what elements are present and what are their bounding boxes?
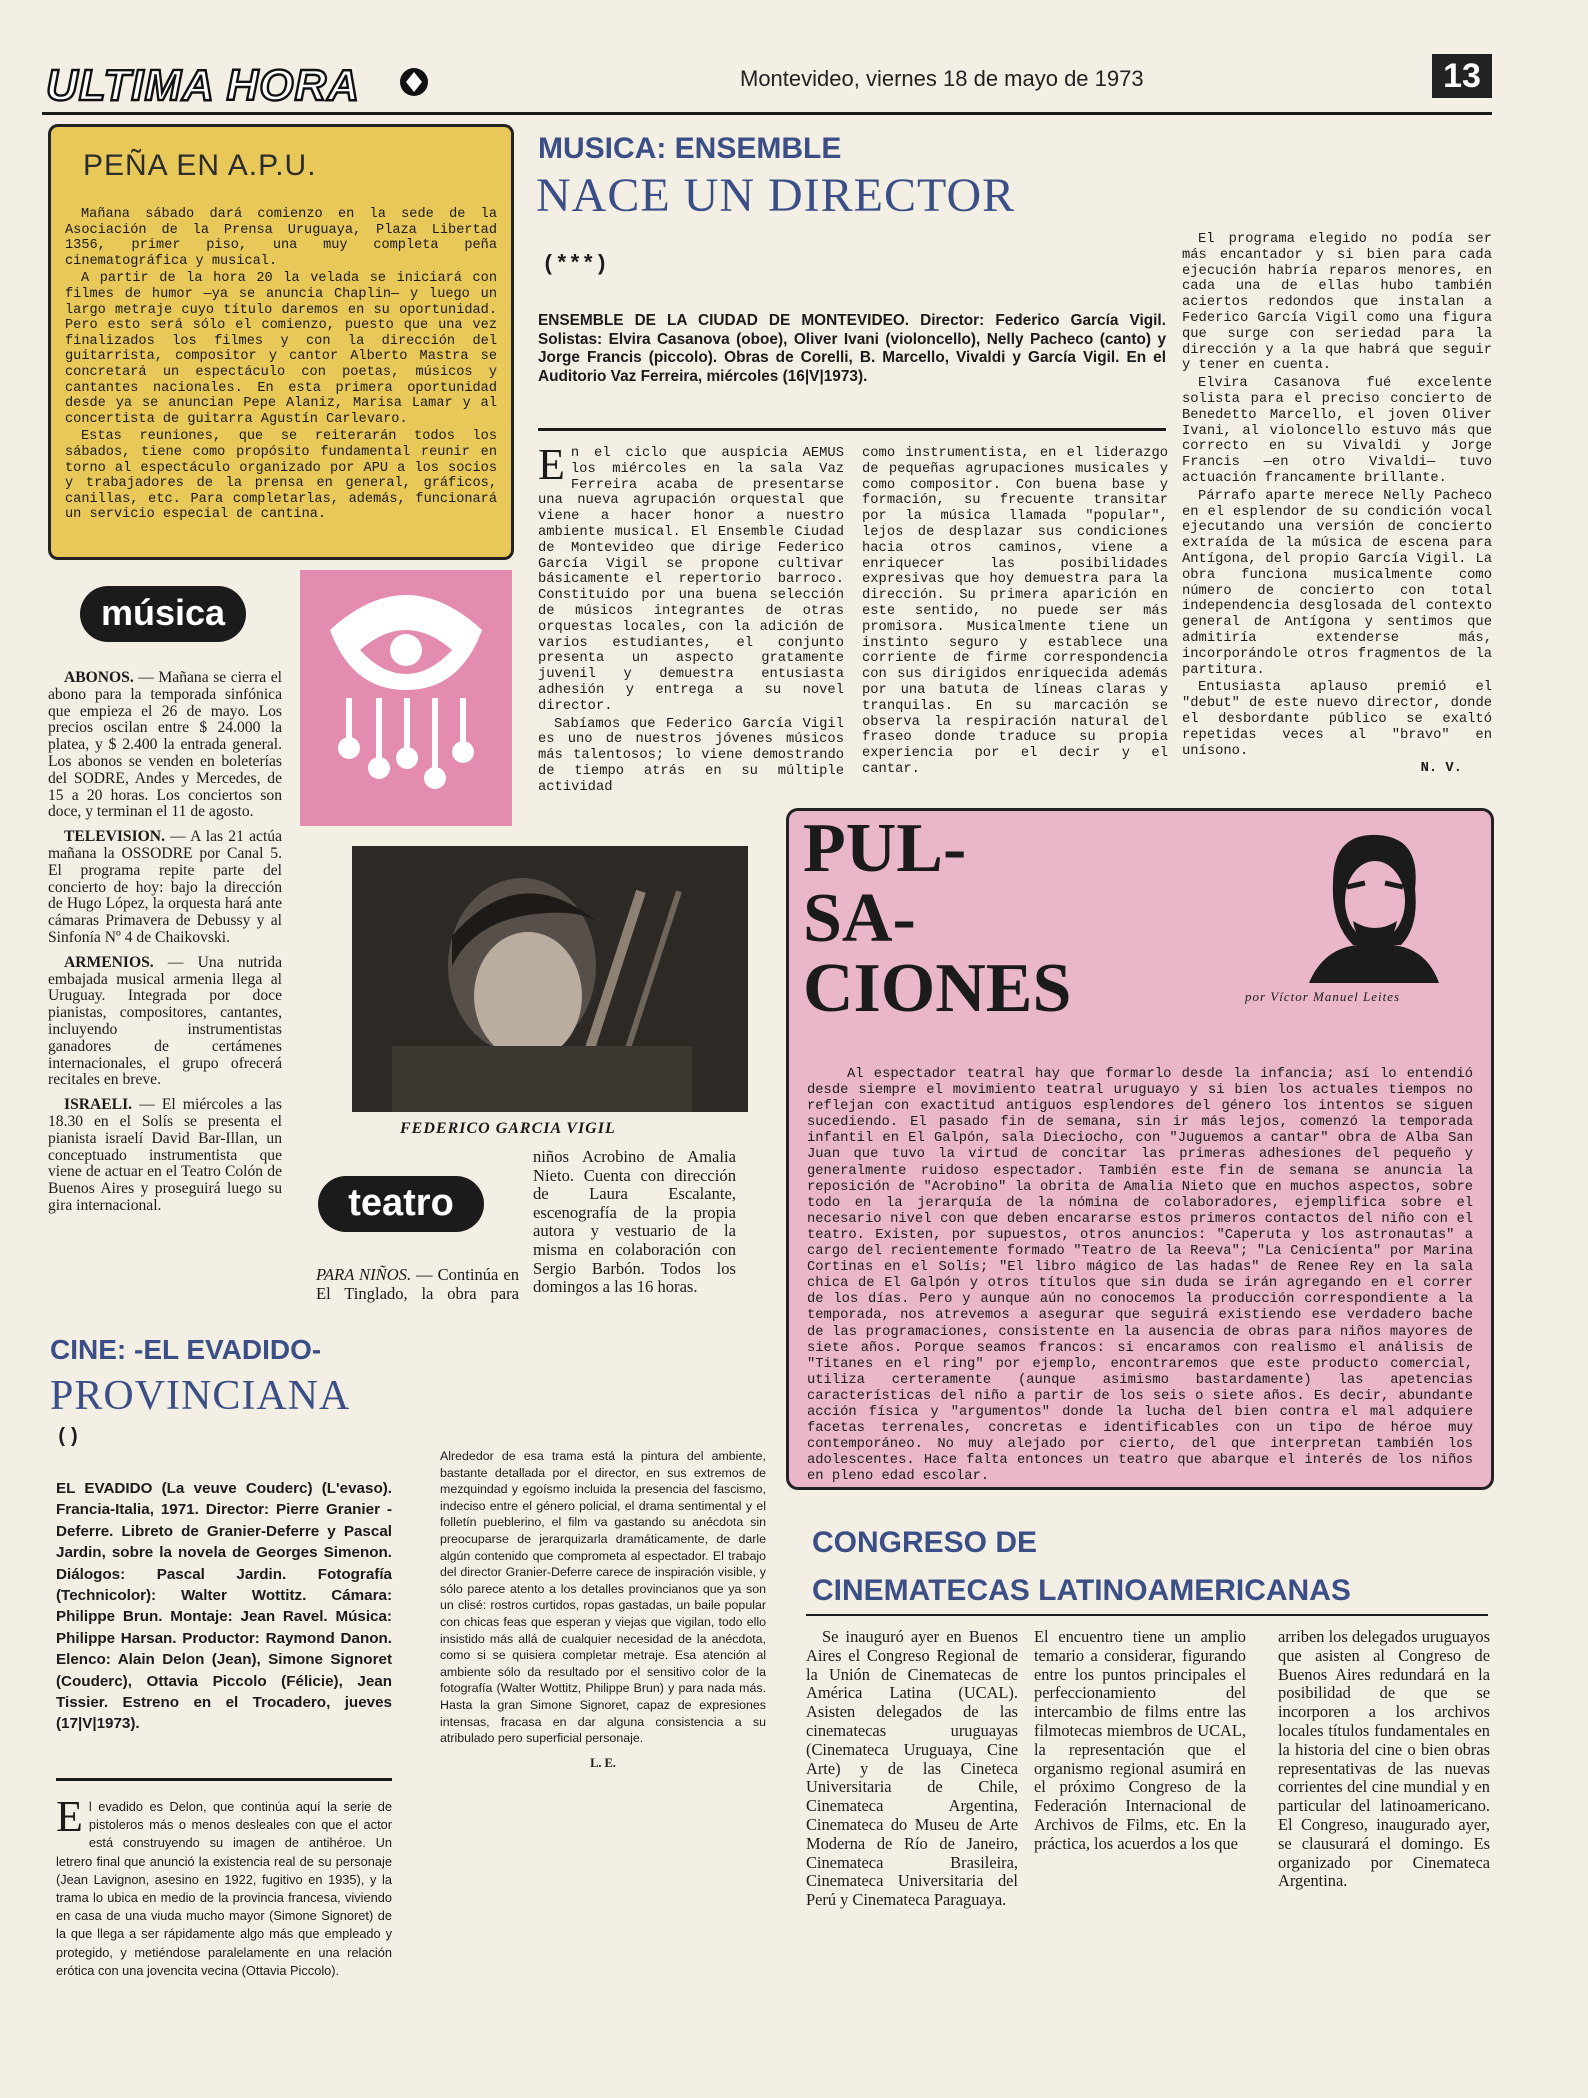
ensemble-rating: (***) [542, 252, 609, 277]
cine-rating: () [56, 1426, 81, 1449]
dateline: Montevideo, viernes 18 de mayo de 1973 [740, 66, 1144, 91]
note-television: TELEVISION. — A las 21 actúa mañana la OSSODRE por Canal 5. El programa repite parte del concierto de hoy: bajo la dirección de Hugo López, la orquesta hará ante cámaras Primavera de Debussy y al Sinfonía Nº 4 de Chaikovski. [48, 828, 282, 946]
teatro-badge: teatro [318, 1176, 484, 1232]
congreso-headline-2: CINEMATECAS LATINOAMERICANAS [812, 1574, 1351, 1607]
ensemble-headline: NACE UN DIRECTOR [536, 169, 1016, 222]
ensemble-column-1: En el ciclo que auspicia AEMUS los miércoles en la sala Vaz Ferreira acaba de presentarse una nueva agrupación orquestal que viene a hacer honor a nuestro ambiente musical. El Ensemble Ciudad de Montevideo que dirige Federico García Vigil se propone cultivar básicamente el repertorio barroco. Constituido por una buena selección de músicos integrantes de otras orquestas locales, con la adición de varios estudiantes, el conjunto presenta un aspecto gratamente juvenil y demuestra entusiasta adhesión y entrega a su novel director. Sabíamos que Federico García Vigil es uno de nuestros jóvenes músicos más talentosos; lo viene demostrando de tiempo atrás en su múltiple actividad [538, 440, 844, 795]
ensemble-column-2: como instrumentista, en el liderazgo de pequeñas agrupaciones musicales y como compositor. Con buena base y formación, su frecuente transitar por la música llamada "popular", lejos de desplazar sus condiciones hacia otros caminos, viene a enriquecer las posibilidades expresivas que hoy demuestra para la dirección. Su primera aparición en este sentido, no puede ser más promisora. Musicalmente tiene un instinto seguro y establece una corriente de firme correspondencia con sus dirigidos enriquecida además por una batuta de líneas claras y tranquilas. En su marcación se observa la respiración natural del fraseo donde traduce su propia experiencia por el decir y el cantar. [862, 446, 1168, 777]
author-portrait [1303, 827, 1443, 983]
pulsaciones-body: Al espectador teatral hay que formarlo desde la infancia; así lo entendió desde siempre el movimiento teatral uruguayo y si bien los actuales tiempos no reflejan con exactitud antiguos esplendores del género los intentos se siguen sucediendo. El pasado fin de semana, sin ir más lejos, comenzó la temporada infantil en El Galpón, sala Dieciocho, con "Juguemos a cantar" obra de Alba San Juan que tuvo la virtud de concitar las primeras adhesiones del pequeño y generalmente ruidoso espectador. También este fin de semana se anuncia la reposición de "Acrobino" la obrita de Amalia Nieto que en muchos aspectos, sobre todo en la jerarquía de la nómina de colaboradores, ejemplifica sobre el necesario nivel con que deben encararse estos primeros contactos del niño con el teatro. Existen, por supuestos, otros anuncios: "Caperuta y los astronautas" a cargo del recientemente formado "Teatro de la Reeva"; "La Cenicienta" por Marina Cortinas en el Solís; "El libro mágico de las hadas" de Renee Rey en la sala chica de El Galpón y otros títulos que sin duda se irán agregando en el correr de los días. Pero y aunque aún no conocemos la producción correspondiente a la temporada, nos atrevemos a asegurar que seguirá existiendo ese verdadero bache de las programaciones, consistente en la ausencia de obras para niños mayores de siete años. Porque seamos francos: si encaramos con realismo el análisis de "Titanes en el ring" por ejemplo, encontraremos que este producto comercial, utiliza certeramente (aunque asimismo bastardamente) las apetencias características del niño a partir de los seis o siete años. Es decir, abundante acción física y "argumentos" donde la lucha del bien contra el mal adquiere facetas terrenales, concretas e identificables con un tipo de héroe muy contemporáneo. No muy alejado por cierto, del que interpretan también los adolescentes. Hace falta entonces un teatro que abarque el interés de los niños en pleno edad escolar. [807, 1067, 1473, 1485]
ensemble-column-3: El programa elegido no podía ser más encantador y si bien para cada ejecución habría reparos menores, en cada una de ellas hubo también aciertos redondos que instalan a Federico García Vigil como una figura que surge con seriedad para la dirección y a la que habrá que seguir y tener en cuenta. Elvira Casanova fué excelente solista para el preciso concierto de Benedetto Marcello, el joven Oliver Ivani, al violoncello estuvo más que correcto en su Vivaldi y Jorge Francis —en otro Vivaldi— tuvo actuación francamente brillante. Párrafo aparte merece Nelly Pacheco en el esplendor de su condición vocal ejecutando una versión de concierto extraída de la música de escena para Antígona, del propio García Vigil. La obra funciona musicalmente como número de concierto con total independencia desglosada del contexto general de Antígona y sentimos que admitiría extenderse más, incorporándole otros fragmentos de la partitura. Entusiasta aplauso premió el "debut" de este nuevo director, donde el desbordante público se exaltó repetidas veces al "bravo" en unísono. N. V. [1182, 232, 1492, 777]
congreso-column-3: arriben los delegados uruguayos que asisten al Congreso de Buenos Aires redundará en la posibilidad de que se incorporen a los archivos locales títulos fundamentales en la historia del cine o bien obras representativas de las nuevas corrientes del cine mundial y en particular del latinoamericano. El Congreso, inaugurado ayer, se clausurará el domingo. Es organizado por Cinemateca Argentina. [1278, 1627, 1490, 1891]
congreso-rule [806, 1614, 1488, 1616]
congreso-column-1: Se inauguró ayer en Buenos Aires el Congreso Regional de la Unión de Cinematecas de América Latina (UCAL). Asisten delegados de las cinematecas uruguayas (Cinemateca Uruguaya, Cine Arte) y de las Cineteca Universitaria de Chile, Cinemateca Argentina, Cinemateca do Museu de Arte Moderna de Río de Janeiro, Cinemateca Brasileira, Cinemateca Universitaria del Perú y Cinemateca Paraguaya. [806, 1627, 1018, 1910]
pulsaciones-headline-1: PUL- [803, 810, 967, 887]
pena-box [48, 124, 514, 560]
ensemble-kicker: MUSICA: ENSEMBLE [538, 132, 842, 165]
cine-credits: EL EVADIDO (La veuve Couderc) (L'evaso). Francia-Italia, 1971. Director: Pierre Granier - Deferre. Libreto de Granier-Deferre y Pascal Jardin, sobre la novela de Georges Simenon. Diálogos: Pascal Jardin. Fotografía (Technicolor): Walter Wottitz. Cámara: Philippe Brun. Montaje: Jean Ravel. Música: Philippe Harsan. Productor: Raymond Danon. Elenco: Alain Delon (Jean), Simone Signoret (Couderc), Ottavia Piccolo (Félicie), Jean Tissier. Estreno en el Trocadero, jueves (17|V|1973). [56, 1480, 392, 1733]
cine-rule [56, 1778, 392, 1781]
cine-column-1: El evadido es Delon, que continúa aquí la serie de pistoleros más o menos desleales con que el actor está construyendo su imagen de antihéroe. Un letrero final que anunció la existencia real de su personaje (Jean Lavignon, asesino en 1922, fugitivo en 1935), y la trama lo ubica en medio de la provincia francesa, viviendo en casa de una viuda mucho mayor (Simone Signoret) de la que llega a ser rápidamente algo más que empleado y protegido, y metiéndose paralelamente en una relación erótica con una jovencita vecina (Ottavia Piccolo). [56, 1792, 392, 1978]
abstract-music-icon [300, 570, 512, 826]
pulsaciones-byline: por Víctor Manuel Leites [1245, 989, 1401, 1004]
pena-paragraph-1: Mañana sábado dará comienzo en la sede de la Asociación de la Prensa Uruguaya, Plaza Libertad 1356, primer piso, una muy completa peña cinematográfica y musical. [65, 207, 497, 269]
ensemble-rule [538, 428, 1166, 431]
pulsaciones-box [786, 808, 1494, 1490]
music-illustration [300, 570, 512, 826]
note-abonos: ABONOS. — Mañana se cierra el abono para la temporada sinfónica que empieza el 26 de mayo. Los precios oscilan entre $ 24.000 la platea, y $ 2.400 la entrada general. Los abonos se venden en boleterías del SODRE, Andes y Mercedes, de 15 a 20 horas. Los conciertos son doce, y terminan el 11 de agosto. [48, 669, 282, 821]
pena-paragraph-3: Estas reuniones, que se reiterarán todos los sábados, tiene como propósito fundamental reunir en torno al espectáculo organizado por APU a los socios y trabajadores de la prensa en general, gráficos, canillas, etc. Para completarlas, además, funcionará un servicio especial de cantina. [65, 429, 497, 523]
masthead-logo [42, 58, 432, 110]
teatro-notes [316, 1148, 736, 1318]
congreso-column-2: El encuentro tiene un amplio temario a considerar, figurando entre los puntos principales el perfeccionamiento del intercambio de films entre las filmotecas miembros de UCAL, la representación que el organismo regional asumirá en el próximo Congreso de la Federación Internacional de Archivos de Films, etc. En la práctica, los acuerdos a los que [1034, 1627, 1246, 1853]
ensemble-signature: N. V. [1420, 761, 1462, 777]
note-israeli: ISRAELI. — El miércoles a las 18.30 en el Solís se presenta el pianista israelí David Bar-Illan, un conceptuado instrumentista que viene de actuar en el Teatro Colón de Buenos Aires y proseguirá luego su gira internacional. [48, 1096, 282, 1214]
page-number: 13 [1432, 54, 1492, 98]
author-portrait-icon [1303, 827, 1443, 983]
director-photo [352, 846, 748, 1112]
pena-title: PEÑA EN A.P.U. [83, 149, 317, 182]
cine-column-2: Alrededor de esa trama está la pintura del ambiente, bastante detallada por el director, en sus extremos de mezquindad y egoísmo incluida la presencia del fascismo, indeciso entre el género policial, el drama sentimental y el folletín pueblerino, el film va gastando su anécdota sin preocuparse de jerarquizarla dramáticamente, de darle algún contenido que comprometa al espectador. El trabajo del director Granier-Deferre carece de inspiración visible, y sólo parece atento a los detalles provincianos que ya son un clisé: rostros curtidos, ropas gastadas, un baile popular con chicas feas que esperan y viejas que vigilan, todo ello insistido más allá de cualquier necesidad de la anécdota, como si se quisiera completar metraje. Esa atención al ambiente sólo da resultado por el sensitivo color de la fotografía (Walter Wottitz, Philippe Brun) y para nada más. Hasta la gran Simone Signoret, capaz de expresiones intensas, fracasa en dar alguna consistencia a su atribulado pero superficial personaje. L. E. [440, 1449, 766, 1770]
cine-kicker: CINE: -EL EVADIDO- [50, 1334, 322, 1365]
cine-headline: PROVINCIANA [50, 1373, 351, 1419]
pena-paragraph-2: A partir de la hora 20 la velada se iniciará con filmes de humor —ya se anuncia Chaplin— y luego un largo metraje cuyo título daremos en su oportunidad. Pero esto será sólo el comienzo, puesto que una vez finalizados los filmes y con la dirección del guitarrista, compositor y cantor Alberto Mastra se concretará un espectáculo con poetas, músicos y cantantes nacionales. En esta primera oportunidad desde ya se anuncian Pepe Alaniz, Marisa Lamar y al concertista de guitarra Agustín Carlevaro. [65, 271, 497, 427]
cine-signature: L. E. [590, 1755, 616, 1770]
pulsaciones-headline-3: CIONES [803, 950, 1072, 1027]
photo-caption: FEDERICO GARCIA VIGIL [400, 1120, 616, 1137]
musica-notes [48, 670, 282, 1217]
portrait-photo-icon [352, 846, 748, 1112]
ensemble-credits: ENSEMBLE DE LA CIUDAD DE MONTEVIDEO. Director: Federico García Vigil. Solistas: Elvira Casanova (oboe), Oliver Ivani (violoncello), Nelly Pacheco (canto) y Jorge Francis (piccolo). Obras de Corelli, B. Marcello, Vivaldi y García Vigil. En el Auditorio Vaz Ferreira, miércoles (16|V|1973). [538, 312, 1166, 385]
note-para-ninos: PARA NIÑOS. — Continúa en El Tinglado, la obra para niños Acrobino de Amalia Nieto. Cuenta con dirección de Laura Escalante, escenografía de la propia autora y vestuario de la misma en colaboración con Sergio Barbón. Todos los domingos a las 16 horas. [316, 1147, 736, 1303]
pulsaciones-headline-2: SA- [803, 880, 916, 957]
note-armenios: ARMENIOS. — Una nutrida embajada musical armenia llega al Uruguay. Integrada por doce pianistas, compositores, cantantes, incluyendo instrumentistas ganadores de certámenes internacionales, el grupo ofrecerá recitales en breve. [48, 953, 282, 1089]
masthead-rule [42, 112, 1492, 115]
musica-badge: música [80, 586, 246, 642]
svg-text:ULTIMA HORA: ULTIMA HORA [46, 61, 361, 110]
congreso-headline-1: CONGRESO DE [812, 1526, 1038, 1559]
ultima-hora-logo-icon [42, 58, 432, 110]
